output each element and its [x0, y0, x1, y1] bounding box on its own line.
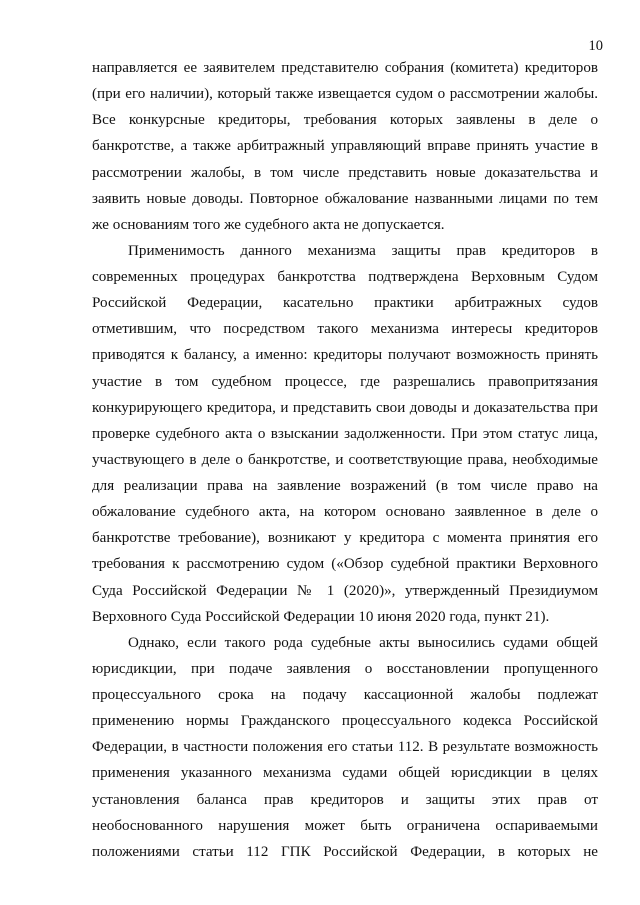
text-line: конкурирующего кредитора, и представить свои доводы и доказательства при	[92, 399, 598, 416]
text-line: современных процедурах банкротства подтверждена Верховным Судом	[92, 269, 598, 285]
text-line: Суда Российской Федерации № 1 (2020)», утвержденный Президиумом	[92, 582, 598, 599]
text-line: Российской Федерации, касательно практики арбитражных судов	[92, 295, 598, 312]
text-line: Все конкурсные кредиторы, требования которых заявлены в деле о	[92, 112, 598, 129]
text-line: Федерации, в частности положения его статьи 112. В результате возможность	[92, 739, 598, 756]
text-line: процессуального срока на подачу кассационной жалобы подлежат	[92, 687, 598, 703]
text-line: применения указанного механизма судами общей юрисдикции в целях	[92, 765, 598, 782]
text-line: применению нормы Гражданского процессуального кодекса Российской	[92, 713, 598, 730]
text-line: Применимость данного механизма защиты прав кредиторов в	[128, 242, 598, 259]
page-number: 10	[588, 38, 603, 54]
text-line: Однако, если такого рода судебные акты выносились судами общей	[128, 634, 598, 651]
paragraph-2	[92, 238, 598, 630]
text-line: Верховного Суда Российской Федерации 10 июня 2020 года, пункт 21).	[92, 608, 550, 625]
text-line: участвующего в деле о банкротстве, и соответствующие права, необходимые	[92, 451, 598, 468]
text-line: участие в том судебном процессе, где разрешались правопритязания	[92, 373, 598, 390]
text-line: банкротстве, а также арбитражный управляющий вправе принять участие в	[92, 138, 598, 155]
text-line: заявить новые доводы. Повторное обжалование названными лицами по тем	[92, 190, 598, 207]
text-line: для реализации права на заявление возражений (в том числе право на	[92, 478, 598, 494]
text-line: направляется ее заявителем представителю собрания (комитета) кредиторов	[92, 60, 598, 76]
text-line: обжалование судебного акта, на котором основано заявленное в деле о	[92, 504, 598, 521]
text-line: банкротстве требование), возникают у кредитора с момента принятия его	[92, 530, 598, 547]
document-body	[92, 55, 598, 865]
text-line: установления баланса прав кредиторов и защиты этих прав от	[92, 791, 598, 808]
text-line: юрисдикции, при подаче заявления о восстановлении пропущенного	[92, 660, 598, 677]
text-line: проверке судебного акта о взыскании задолженности. При этом статус лица,	[92, 425, 598, 442]
paragraph-1	[92, 55, 598, 238]
paragraph-3	[92, 630, 598, 865]
text-line: необоснованного нарушения может быть ограничена оспариваемыми	[92, 817, 598, 834]
text-line: отметившим, что посредством такого механизма интересы кредиторов	[92, 321, 598, 338]
text-line: (при его наличии), который также извещается судом о рассмотрении жалобы.	[92, 86, 598, 103]
text-line: же основаниям того же судебного акта не допускается.	[92, 216, 445, 233]
text-line: требования к рассмотрению судом («Обзор судебной практики Верховного	[92, 556, 598, 573]
text-line: положениями статьи 112 ГПК Российской Федерации, в которых не	[92, 843, 598, 860]
text-line: рассмотрении жалобы, в том числе представить новые доказательства и	[92, 164, 598, 181]
text-line: приводятся к балансу, а именно: кредиторы получают возможность принять	[92, 347, 598, 364]
